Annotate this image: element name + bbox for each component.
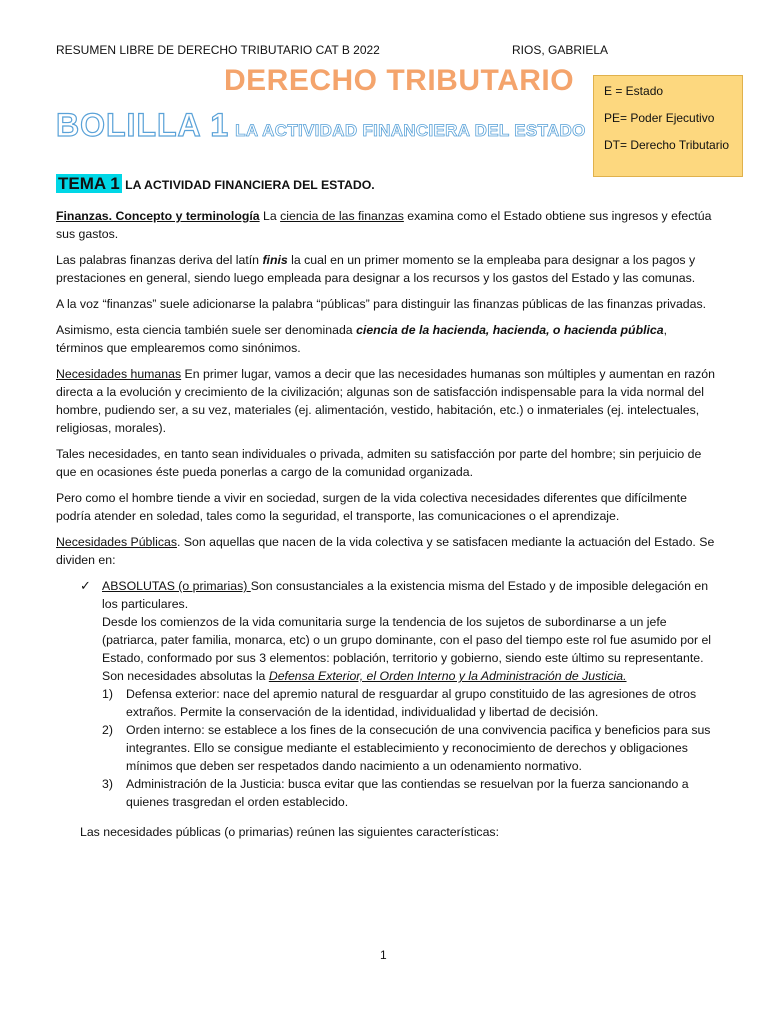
section-heading: Necesidades humanas (56, 367, 182, 381)
emphasized-term: finis (262, 253, 288, 267)
closing-paragraph: Las necesidades públicas (o primarias) reúnen las siguientes características: (80, 825, 499, 839)
legend-item: PE= Poder Ejecutivo (604, 111, 715, 125)
section-heading: Necesidades Públicas (56, 535, 177, 549)
paragraph-hacienda: Asimismo, esta ciencia también suele ser denominada ciencia de la hacienda, hacienda, o hacienda pública, términos que emplearemos como sinónimos. (56, 323, 668, 355)
abbreviation-legend-box (593, 75, 743, 177)
list-item: 3) Administración de la Justicia: busca evitar que las contiendas se resuelvan por la fuerza sancionando a quienes trasgredan el orden establecido. (102, 777, 689, 809)
bolilla-number: BOLILLA 1 (56, 107, 230, 143)
underlined-term: Defensa Exterior, el Orden Interno y la Administración de Justicia. (268, 669, 627, 683)
numbered-list (80, 685, 716, 811)
document-body (56, 172, 716, 841)
emphasized-term: ciencia de la hacienda, hacienda, o hacienda pública (356, 323, 664, 337)
item-heading: ABSOLUTAS (o primarias) (102, 579, 251, 593)
legend-item: E = Estado (604, 84, 664, 98)
legend-item: DT= Derecho Tributario (604, 138, 730, 152)
tema-label: TEMA 1 (58, 174, 120, 193)
tema-heading (56, 172, 716, 197)
tema-title: LA ACTIVIDAD FINANCIERA DEL ESTADO. (121, 178, 375, 192)
bolilla-title (56, 105, 586, 152)
page-number: 1 (380, 948, 387, 962)
underlined-term: ciencia de las finanzas (280, 209, 404, 223)
header-author: RIOS, GABRIELA (512, 43, 609, 57)
paragraph-finanzas: Finanzas. Concepto y terminología La ciencia de las finanzas examina como el Estado obtiene sus ingresos y efectúa sus gastos. (56, 209, 712, 241)
absolutas-history: Desde los comienzos de la vida comunitaria surge la tendencia de los sujetos de subordinarse a un jefe (patriarca, pater familia, monarca, etc) o un grupo dominante, con el paso del tiempo este rol fue asumido por el Estado, conformado por sus 3 elementos: población, territorio y gobierno, siendo este último su representante. (102, 615, 712, 665)
section-heading: Finanzas. Concepto y terminología (56, 209, 260, 223)
list-item: 1) Defensa exterior: nace del apremio natural de resguardar al grupo constituido de las agresiones de otros extraños. Permite la conservación de la identidad, individualidad y libertad de decisión. (102, 687, 697, 719)
paragraph-individuales: Tales necesidades, en tanto sean individuales o privada, admiten su satisfacción por parte del hombre; sin perjuicio de que en ocasiones éste pueda ponerlas a cargo de la comunidad organizada. (56, 447, 702, 479)
paragraph-etymology: Las palabras finanzas deriva del latín finis la cual en un primer momento se la empleaba para designar a los pagos y prestaciones en general, siendo luego empleada para designar a los recursos y los gastos del Estado y las comunas. (56, 253, 696, 285)
checkmark-icon: ✓ (80, 578, 91, 593)
paragraph-necesidades-humanas: Necesidades humanas En primer lugar, vamos a decir que las necesidades humanas son múltiples y aumentan en razón directa a la evolución y crecimiento de la civilización; algunas son de satisfacción indispensable para la vida normal del hombre, pudiendo ser, a su vez, materiales (ej. alimentación, vestido, habitación, etc.) o inmateriales (ej. intelectuales, religiosas, morales). (56, 367, 715, 435)
paragraph-publicas: A la voz “finanzas” suele adicionarse la palabra “públicas” para distinguir las finanzas públicas de las finanzas privadas. (56, 297, 707, 311)
paragraph-sociedad: Pero como el hombre tiende a vivir en sociedad, surgen de la vida colectiva necesidades diferentes que difícilmente podría atender en soledad, tales como la seguridad, el transporte, las comunicaciones o el aprendizaje. (56, 491, 687, 523)
document-title: DERECHO TRIBUTARIO (224, 64, 575, 97)
bolilla-subtitle: LA ACTIVIDAD FINANCIERA DEL ESTADO (235, 121, 586, 140)
header-course: RESUMEN LIBRE DE DERECHO TRIBUTARIO CAT B 2022 (56, 43, 380, 57)
paragraph-necesidades-publicas: Necesidades Públicas. Son aquellas que nacen de la vida colectiva y se satisfacen mediante la actuación del Estado. Se dividen en: (56, 535, 715, 567)
list-item: 2) Orden interno: se establece a los fines de la consecución de una convivencia pacifica y beneficios para sus integrantes. Ello se consigue mediante el establecimiento y reconocimiento de derechos y obligaciones mínimos que deben ser respetados dando nacimiento a un odenamiento normativo. (102, 723, 711, 773)
absolutas-item: ✓ ABSOLUTAS (o primarias) Son consustanciales a la existencia misma del Estado y de imposible delegación en los particulares. Desde los comienzos de la vida comunitaria surge la tendencia de los sujetos de subordinarse a un jefe (patriarca, pater familia, monarca, etc) o un grupo dominante, con el paso del tiempo este rol fue asumido por el Estado, conformado por sus 3 elementos: población, territorio y gobierno, siendo este último su representante. Son necesidades absolutas la Defensa Exterior, el Orden Interno y la Administración de Justicia. (56, 577, 716, 685)
